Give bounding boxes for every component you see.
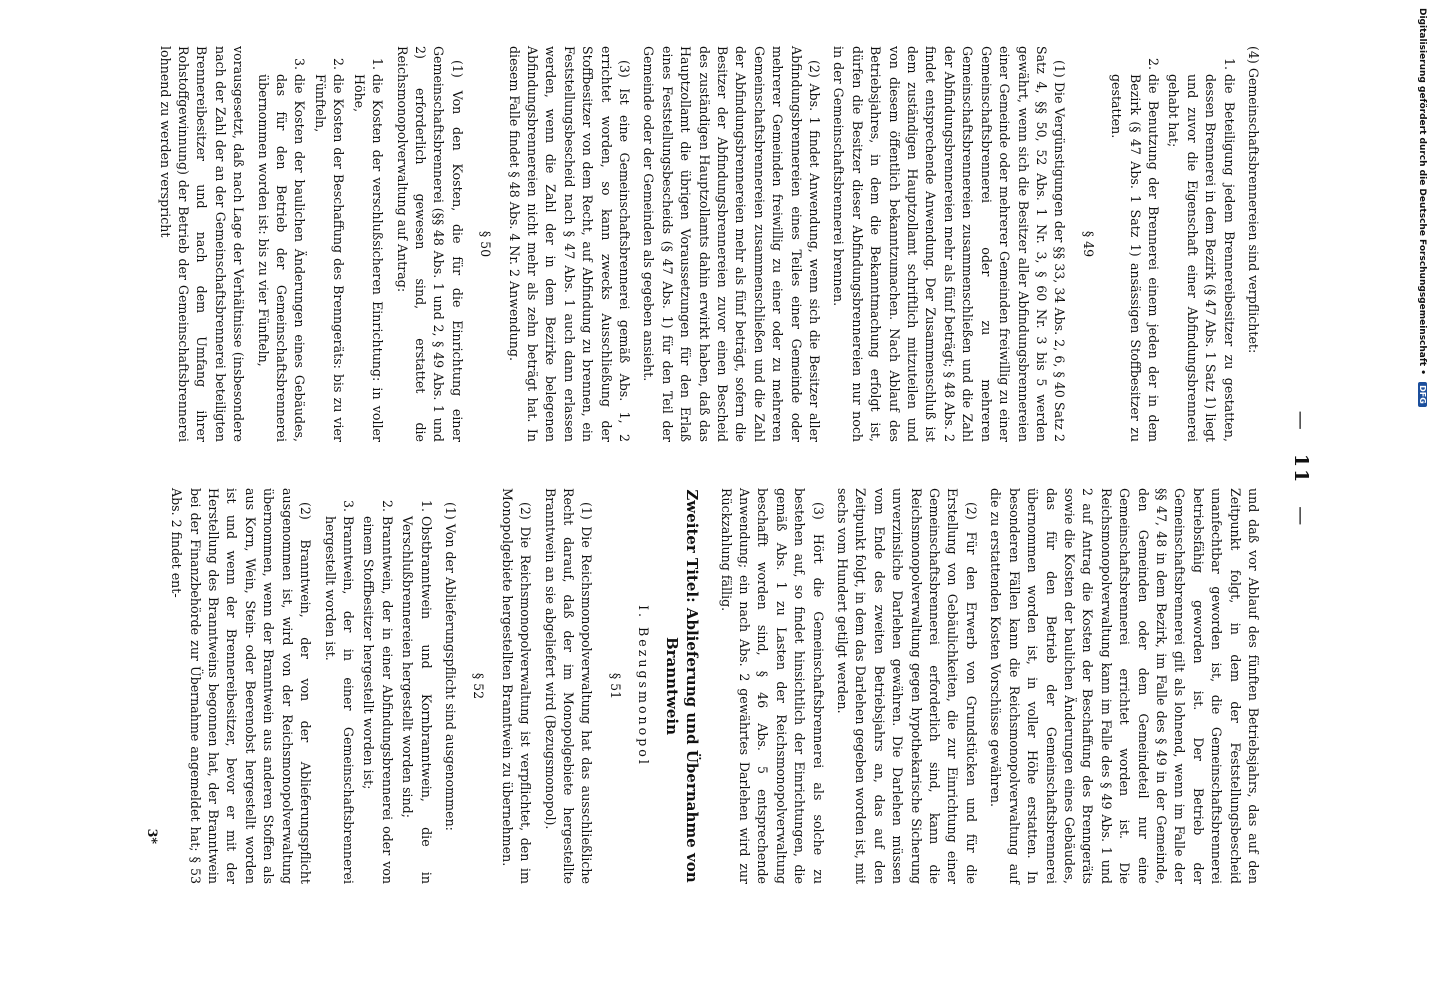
section-heading: § 51: [607, 672, 623, 700]
title-heading: Zweiter Titel: Ablieferung und Übernahme von Branntwein: [663, 489, 702, 883]
page-number: — 11 —: [1290, 410, 1312, 528]
paragraph: (1) Die Vergünstigungen der §§ 33, 34 Abs. 2, 6, § 40 Satz 2 Satz 4, §§ 50, 52 Abs. 1 Nr. 3, § 60 Nr. 3 bis 5 werden gewährt, wenn sich die Besitzer aller Abfindungsbrennereien einer Gemeinde oder mehrerer Gemeinden freiwillig zu einer Gemeinschaftsbrennerei oder zu mehreren Gemeinschaftsbrennereien zusammenschließen und die Zahl der Abfindungsbrennereien mehr als fünf beträgt; § 48 Abs. 2 findet entsprechende Anwendung. Der Zusammenschluß ist dem zuständigen Hauptzollamt schriftlich mitzuteilen und von diesem öffentlich bekanntzumachen. Nach Ablauf des Betriebsjahres, in dem die Bekanntmachung erfolgt ist, dürfen die Besitzer dieser Abfindungsbrennereien nur noch in der Gemeinschaftsbrennerei brennen.: [831, 46, 1068, 442]
paragraph: (2) Die Reichsmonopolverwaltung ist verpflichtet, den im Monopolgebiete hergestellten Branntwein zu übernehmen.: [499, 488, 534, 884]
list-item: 2. Branntwein, der in einer Abfindungsbrennerei oder von einem Stoffbesitzer hergestellt worden ist;: [359, 516, 396, 884]
numbered-list: [320, 488, 434, 884]
paragraph: (1) Die Reichsmonopolverwaltung hat das ausschließliche Recht darauf, daß der im Monopolgebiete hergestellte Branntwein an sie abgeliefert wird (Bezugsmonopol).: [542, 488, 595, 884]
section-heading: § 49: [1080, 230, 1096, 258]
paragraph: (3) Ist eine Gemeinschaftsbrennerei gemäß Abs. 1, 2 errichtet worden, so kann zwecks Ausschließung der Stoffbesitzer von dem Recht, auf Abfindung zu brennen, ein Feststellungsbescheid nach § 47 Abs. 1 auch dann erlassen werden, wenn die Zahl der in dem Bezirke belegenen Abfindungsbrennereien nicht mehr als zehn beträgt hat. In diesem Falle findet § 48 Abs. 4 Nr. 2 Anwendung.: [506, 46, 632, 442]
paragraph: und daß vor Ablauf des fünften Betriebsjahrs, das auf den Zeitpunkt folgt, in dem der Feststellungsbescheid unanfechtbar geworden ist, die Gemeinschaftsbrennerei betriebsfähig geworden ist. Der Betrieb der Gemeinschaftsbrennerei gilt als lohnend, wenn im Falle der §§ 47, 48 in dem Bezirk, im Falle des § 49 in der Gemeinde, den Gemeinden oder dem Gemeindeteil nur eine Gemeinschaftsbrennerei errichtet worden ist. Die Reichsmonopolverwaltung kann im Falle des § 49 Abs. 1 und 2 auf Antrag die Kosten der Beschaffung des Brenngeräts sowie die Kosten der baulichen Änderungen eines Gebäudes, das für den Betrieb der Gemeinschaftsbrennerei übernommen worden ist, in voller Höhe erstatten. In besonderen Fällen kann die Reichsmonopolverwaltung auf die zu erstattenden Kosten Vorschüsse gewähren.: [988, 488, 1261, 884]
paragraph: (4) Gemeinschaftsbrennereien sind verpflichtet:: [1246, 46, 1261, 354]
list-item: 3. die Kosten der baulichen Änderungen eines Gebäudes, das für den Betrieb der Gemeinschaftsbrennerei übernommen worden ist: bis zu vier Fünfteln,: [253, 74, 308, 442]
subsection-heading: I. Bezugsmonopol: [636, 605, 652, 767]
paragraph: (2) Branntwein, der von der Ablieferungspflicht ausgenommen ist, wird von der Reichsmonopolverwaltung übernommen, wenn der Branntwein aus anderen Stoffen als aus Korn, Wein, Stein- oder Beerenobst hergestellt worden ist und wenn der Brennereibesitzer, bevor er mit der Herstellung des Branntweins begonnen hat, der Branntwein bei der Finanzbehörde zur Übernahme angemeldet hat; § 53 Abs. 2 findet ent-: [169, 488, 314, 884]
paragraph: (1) Von der Ablieferungspflicht sind ausgenommen:: [442, 502, 458, 831]
digitization-credit: [1417, 8, 1427, 407]
list-item: 1. die Beteiligung jedem Brennereibesitzer zu gestatten, dessen Brennerei in dem Bezirk (§ 47 Abs. 1 Satz 1) liegt und zuvor die Eigenschaft einer Abfindungsbrennerei gehabt hat;: [1164, 74, 1238, 442]
section-heading: § 50: [478, 230, 494, 258]
dfg-logo-icon[interactable]: DFG: [1418, 382, 1427, 407]
paragraph: (3) Hört die Gemeinschaftsbrennerei als solche zu bestehen auf, so findet hinsichtlich der Einrichtungen, die gemäß Abs. 1 zu Lasten der Reichsmonopolverwaltung beschafft worden sind, § 46 Abs. 5 entsprechende Anwendung; ein nach Abs. 2 gewährtes Darlehen wird zur Rückzahlung fällig.: [718, 488, 826, 884]
list-item: 1. Obstbranntwein und Kornbranntwein, die in Verschlußbrennereien hergestellt worden sind;: [398, 516, 435, 884]
list-item: 2. die Kosten der Beschaffung des Brenngeräts: bis zu vier Fünfteln,: [311, 74, 348, 442]
right-column: [136, 488, 1262, 884]
left-column: [149, 46, 1262, 442]
numbered-list: [253, 46, 386, 442]
credit-separator: •: [1417, 369, 1427, 375]
page-number-value: 11: [1290, 453, 1312, 485]
numbered-list: [1107, 46, 1238, 442]
list-item: 1. die Kosten der verschlußsicheren Einrichtung: in voller Höhe,: [349, 74, 386, 442]
section-heading: § 52: [471, 672, 487, 700]
rotated-document-page: [8, 40, 1318, 898]
paragraph: (2) Abs. 1 findet Anwendung, wenn sich die Besitzer aller Abfindungsbrennereien eines Teiles einer Gemeinde oder mehrerer Gemeinden freiwillig zu einer oder zu mehreren Gemeinschaftsbrennereien zusammenschließen und die Zahl der Abfindungsbrennereien mehr als fünf beträgt, sofern die Besitzer der Abfindungsbrennereien zuvor einen Bescheid des zuständigen Hauptzollamts dahin erwirkt haben, daß das Hauptzollamt die übrigen Voraussetzungen für den Erlaß eines Feststellungsbescheids (§ 47 Abs. 1) für den Teil der Gemeinde oder der Gemeinden als gegeben ansieht.: [641, 46, 823, 442]
list-item: 3. Branntwein, der in einer Gemeinschaftsbrennerei hergestellt worden ist.: [320, 516, 357, 884]
credit-text: Digitalisierung gefördert durch die Deutsche Forschungsgemeinschaft: [1417, 8, 1427, 367]
paragraph: vorausgesetzt, daß nach Lage der Verhältnisse (insbesondere nach der Zahl der an der Gemeinschaftsbrennerei beteiligten Brennereibesitzer und nach dem Umfang ihrer Rohstoffgewinnung) der Betrieb der Gemeinschaftsbrennerei lohnend zu werden verspricht: [157, 46, 247, 442]
signature-mark: 3*: [144, 828, 160, 844]
list-item: 2. die Benutzung der Brennerei einem jeden der in dem Bezirk (§ 47 Abs. 1 Satz 1) ansässigen Stoffbesitzer zu gestatten.: [1107, 74, 1162, 442]
paragraph: (2) Für den Erwerb von Grundstücken und für die Erstellung von Gebäulichkeiten, die zur Einrichtung einer Gemeinschaftsbrennerei erforderlich sind, kann die Reichsmonopolverwaltung gegen hypothekarische Sicherung unverzinsliche Darlehen gewähren. Die Darlehen müssen vom Ende des zweiten Betriebsjahrs an, das auf den Zeitpunkt folgt, in dem das Darlehen gegeben worden ist, mit sechs vom Hundert getilgt werden.: [835, 488, 979, 884]
paragraph: (1) Von den Kosten, die für die Einrichtung einer Gemeinschaftsbrennerei (§§ 48 Abs. 1 und 2, § 49 Abs. 1 und 2) erforderlich gewesen sind, erstattet die Reichsmonopolverwaltung auf Antrag:: [394, 46, 465, 442]
